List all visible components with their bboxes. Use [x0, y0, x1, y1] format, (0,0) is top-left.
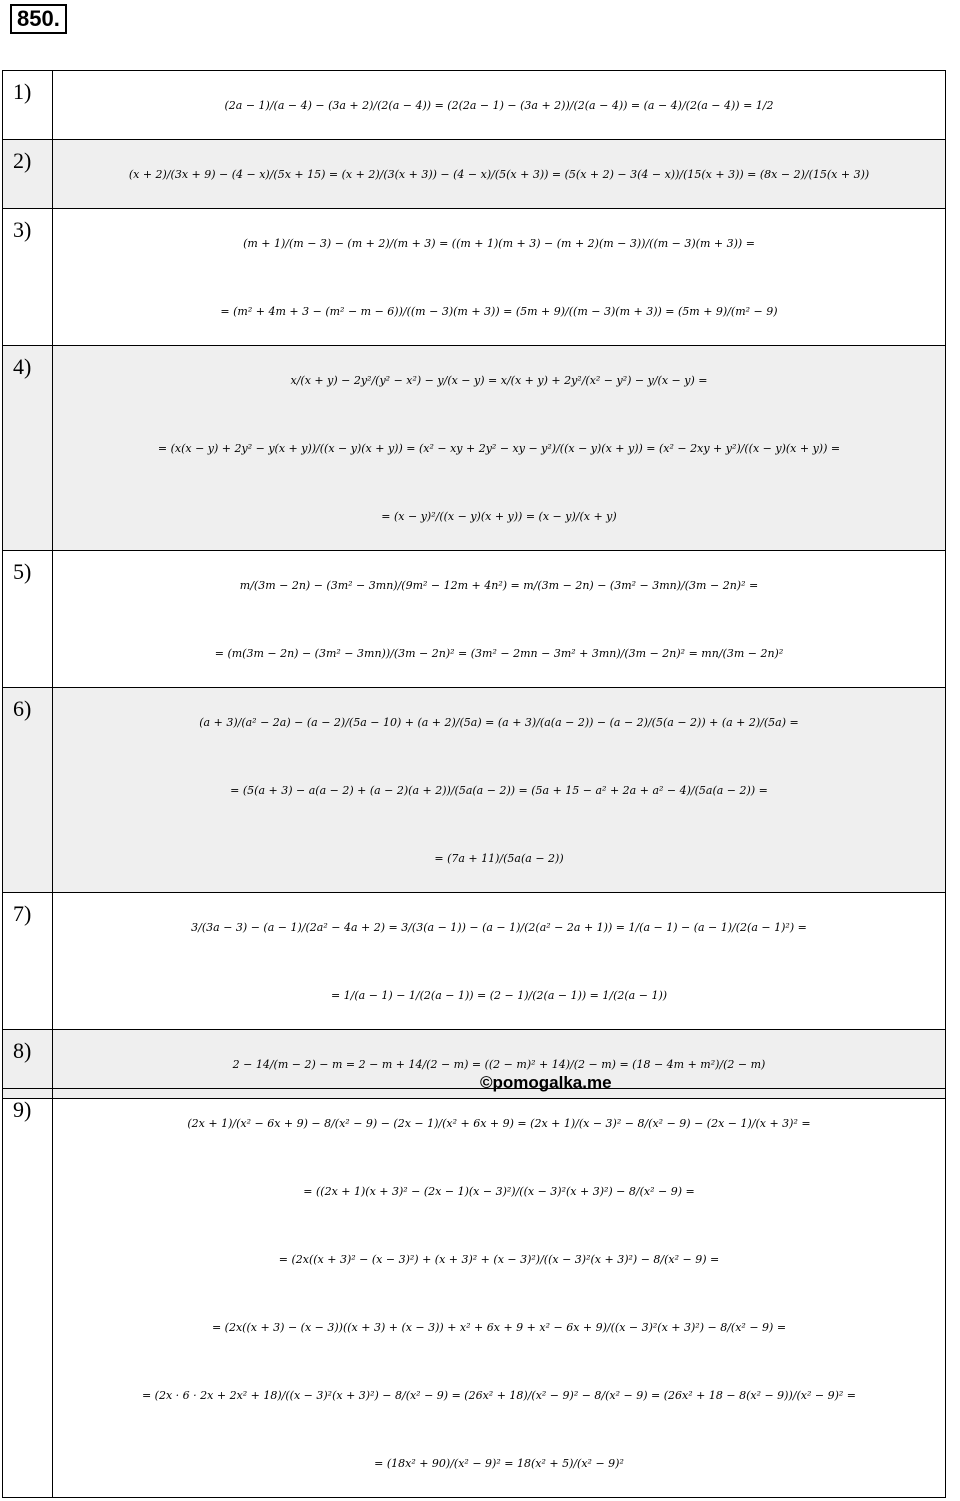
row-label: 3) — [3, 209, 53, 346]
row-solution — [53, 551, 946, 688]
row-label: 8) — [3, 1030, 53, 1099]
solution-line: (m + 1)/(m − 3) − (m + 2)/(m + 3) = ((m + 1)(m + 3) − (m + 2)(m − 3))/((m − 3)(m + 3)) = — [243, 236, 755, 250]
solution-line: = (18x² + 90)/(x² − 9)² = 18(x² + 5)/(x² − 9)² — [374, 1456, 624, 1470]
solution-line: = (x − y)²/((x − y)(x + y)) = (x − y)/(x + y) — [381, 509, 617, 523]
solution-row — [3, 551, 946, 688]
solution-line: = (2x · 6 · 2x + 2x² + 18)/((x − 3)²(x + 3)²) − 8/(x² − 9) = (26x² + 18)/(x² − 9)² − 8/(x² − 9) = (26x² + 18 − 8(x² − 9))/(x² − 9)² = — [141, 1388, 857, 1402]
row-label: 4) — [3, 346, 53, 551]
row-solution — [53, 209, 946, 346]
solution-line: = ((2x + 1)(x + 3)² − (2x − 1)(x − 3)²)/((x − 3)²(x + 3)²) − 8/(x² − 9) = — [303, 1184, 695, 1198]
solution-table-continued — [2, 1088, 946, 1498]
row-label: 5) — [3, 551, 53, 688]
solution-line: 2 − 14/(m − 2) − m = 2 − m + 14/(2 − m) = ((2 − m)² + 14)/(2 − m) = (18 − 4m + m²)/(2 − m) — [232, 1057, 766, 1071]
watermark: ©pomogalka.me — [480, 1073, 612, 1092]
solution-row — [3, 893, 946, 1030]
solution-table — [2, 70, 946, 1099]
solution-line: = (5(a + 3) − a(a − 2) + (a − 2)(a + 2))/(5a(a − 2)) = (5a + 15 − a² + 2a + a² − 4)/(5a(a − 2)) = — [230, 783, 768, 797]
solution-row — [3, 209, 946, 346]
solution-row — [3, 1089, 946, 1498]
row-solution — [53, 346, 946, 551]
row-label: 2) — [3, 140, 53, 209]
row-solution — [53, 893, 946, 1030]
row-solution — [53, 71, 946, 140]
solution-row — [3, 71, 946, 140]
row-solution — [53, 688, 946, 893]
solution-line: = (x(x − y) + 2y² − y(x + y))/((x − y)(x + y)) = (x² − xy + 2y² − xy − y²)/((x − y)(x + y)) = (x² − 2xy + y²)/((x − y)(x + y)) = — [157, 441, 841, 455]
solution-line: m/(3m − 2n) − (3m² − 3mn)/(9m² − 12m + 4n²) = m/(3m − 2n) − (3m² − 3mn)/(3m − 2n)² = — [239, 578, 759, 592]
solution-line: = (2x((x + 3) − (x − 3))((x + 3) + (x − 3)) + x² + 6x + 9 + x² − 6x + 9)/((x − 3)²(x + 3)²) − 8/(x² − 9) = — [211, 1320, 787, 1334]
solution-row — [3, 688, 946, 893]
solution-line: (x + 2)/(3x + 9) − (4 − x)/(5x + 15) = (x + 2)/(3(x + 3)) − (4 − x)/(5(x + 3)) = (5(x + 2) − 3(4 − x))/(15(x + 3)) = (8x − 2)/(15(x + 3)) — [128, 167, 870, 181]
solution-line: (2a − 1)/(a − 4) − (3a + 2)/(2(a − 4)) = (2(2a − 1) − (3a + 2))/(2(a − 4)) = (a − 4)/(2(a − 4)) = 1/2 — [224, 98, 774, 112]
solution-row — [3, 140, 946, 209]
row-label: 1) — [3, 71, 53, 140]
row-solution — [53, 140, 946, 209]
row-label: 9) — [3, 1089, 53, 1498]
solution-row — [3, 346, 946, 551]
solution-line: (a + 3)/(a² − 2a) − (a − 2)/(5a − 10) + (a + 2)/(5a) = (a + 3)/(a(a − 2)) − (a − 2)/(5(a − 2)) + (a + 2)/(5a) = — [199, 715, 799, 729]
row-label: 7) — [3, 893, 53, 1030]
solution-line: 3/(3a − 3) − (a − 1)/(2a² − 4a + 2) = 3/(3(a − 1)) − (a − 1)/(2(a² − 2a + 1)) = 1/(a − 1) − (a − 1)/(2(a − 1)²) = — [191, 920, 807, 934]
solution-line: = 1/(a − 1) − 1/(2(a − 1)) = (2 − 1)/(2(a − 1)) = 1/(2(a − 1)) — [330, 988, 668, 1002]
solution-line: (2x + 1)/(x² − 6x + 9) − 8/(x² − 9) − (2x − 1)/(x² + 6x + 9) = (2x + 1)/(x − 3)² − 8/(x² − 9) − (2x − 1)/(x + 3)² = — [187, 1116, 811, 1130]
solution-line: = (2x((x + 3)² − (x − 3)²) + (x + 3)² + (x − 3)²)/((x − 3)²(x + 3)²) − 8/(x² − 9) = — [278, 1252, 720, 1266]
solution-line: = (m² + 4m + 3 − (m² − m − 6))/((m − 3)(m + 3)) = (5m + 9)/((m − 3)(m + 3)) = (5m + 9)/(m² − 9) — [220, 304, 778, 318]
solution-line: x/(x + y) − 2y²/(y² − x²) − y/(x − y) = x/(x + y) + 2y²/(x² − y²) − y/(x − y) = — [290, 373, 708, 387]
solution-line: = (7a + 11)/(5a(a − 2)) — [434, 851, 564, 865]
row-solution — [53, 1089, 946, 1498]
solution-line: = (m(3m − 2n) − (3m² − 3mn))/(3m − 2n)² = (3m² − 2mn − 3m² + 3mn)/(3m − 2n)² = mn/(3m − 2n)² — [214, 646, 784, 660]
problem-number: 850. — [10, 4, 67, 34]
row-label: 6) — [3, 688, 53, 893]
